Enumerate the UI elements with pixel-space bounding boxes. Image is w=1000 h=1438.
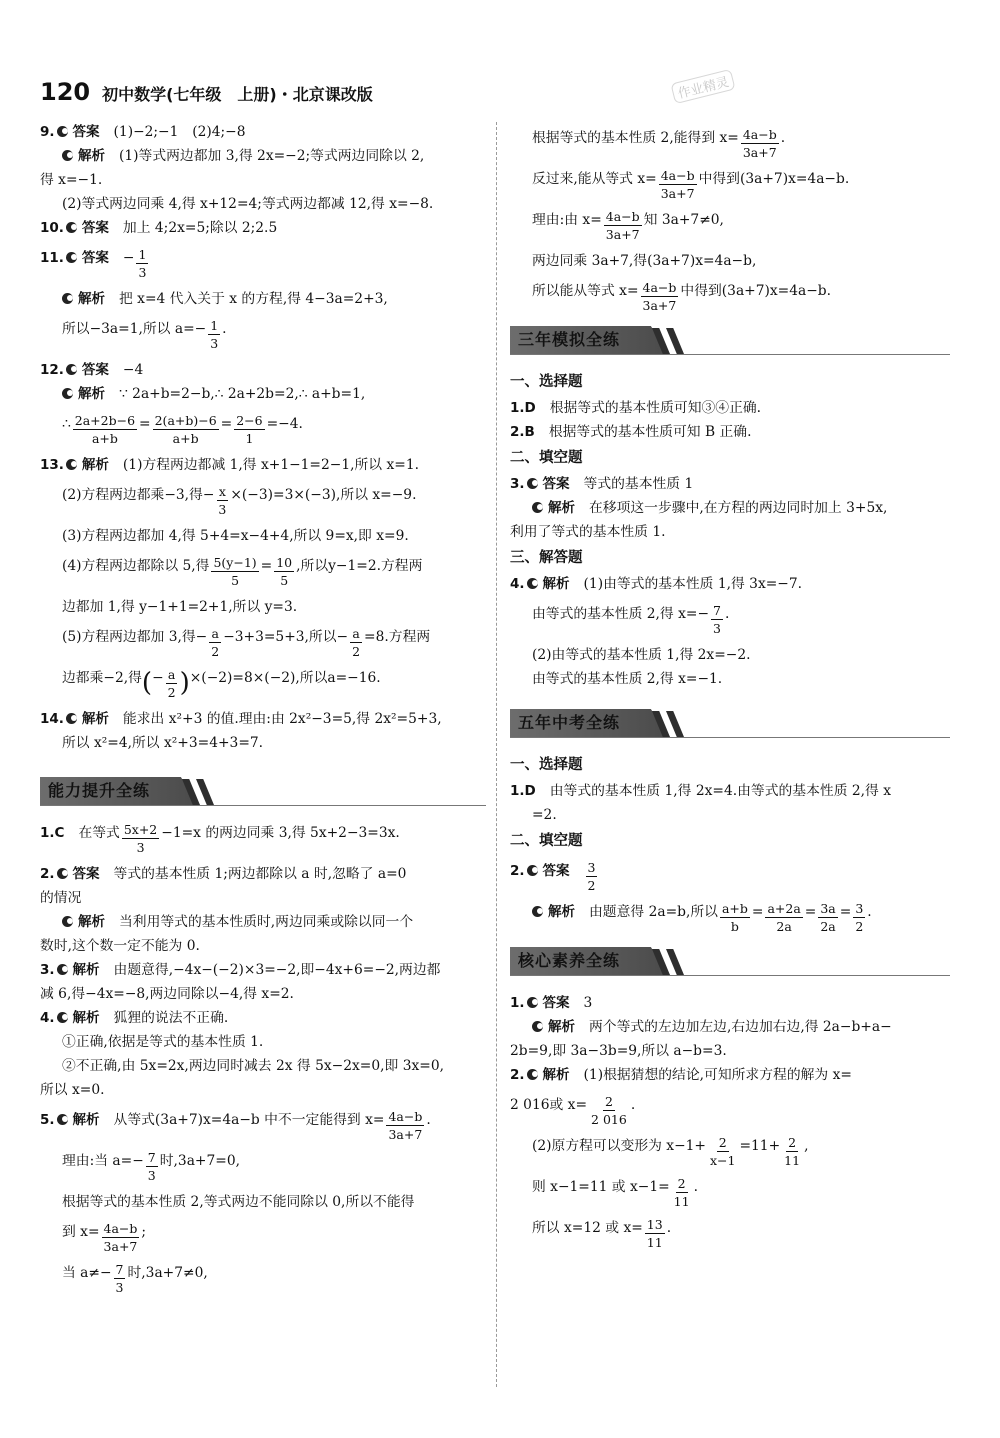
answer-icon (527, 997, 538, 1008)
fraction: $\frac{4a-b}{3a+7}$ (388, 1109, 423, 1142)
analysis-icon (57, 1114, 68, 1125)
section-header-five-year (510, 709, 950, 743)
section-title: 五年中考全练 (518, 713, 621, 732)
fraction: $\frac{1}{3}$ (138, 247, 147, 280)
left-column: 9. 答案 (1)−2;−1 (2)4;−8 解析 (1)等式两边都加 3,得 2x=−2;等式两边同除以 2, 得 x=−1. (2)等式两边同乘 4,得 x+12=4;等式两边都减 12,得 x=−8. 10. 答案 加上 4;2x=5;除以 2;2.5 11. 答案 − $\frac{1}{3}$ 解析 把 x=4 代入关于 x 的方程,得 4−3a=2+3, 所以−3a=1,所以 a=− $\frac{1}{3}$ . 12. 答案 −4 解析 ∵ 2a+b=2−b,∴ 2a+2b=2,∴ a+b=1, ∴ $\frac{2a+2b-6}{a+b}$ = $\frac{2(a+b)-6}{a+b}$ = $\frac{2-6}{1}$ =−4. 13. 解析 (1)方程两边都减 1,得 x+1−1=2−1,所以 x=1. (2)方程两边都乘−3,得− $\frac{x}{3}$ ×(−3)=3×(−3),所以 x=−9. (3)方程两边都加 4,得 5+4=x−4+4,所以 9=x,即 x=9. (4)方程两边都除以 5,得 $\frac{5(y-1)}{5}$ = $\frac{10}{5}$ ,所以y−1=2.方程两 边都加 1,得 y−1+1=2+1,所以 y=3. (5)方程两边都加 3,得− $\frac{a}{2}$ −3+3=5+3,所以− $\frac{a}{2}$ =8.方程两 边都乘−2,得 ( − $\frac{a}{2}$ ) ×(−2)=8×(−2),所以a=−16. 14. 解析 能求出 x²+3 的值.理由:由 2x²−3=5,得 2x²=5+3, 所以 x²=4,所以 x²+3=4+3=7. 能力提升全练 1.C 在等式 $\frac{5x+2}{3}$ −1=x 的两边同乘 3,得 5x+2−3=3x. 2. 答案 等式的基本性质 1;两边都除以 a 时,忽略了 a=0 的情况 解析 当利用等式的基本性质时,两边同乘或除以同一个 数时,这个数一定不能为 0. 3. 解析 由题意得,−4x−(−2)×3=−2,即−4x+6=−2,两边都 减 6,得−4x=−8,两边同除以−4,得 x=2. 4. 解析 狐狸的说法不正确. ①正确,依据是等式的基本性质 1. ②不正确,由 5x=2x,两边同时减去 2x 得 5x−2x=0,即 3x=0, 所以 x=0. 5. 解析 从等式(3a+7)x=4a−b 中不一定能得到 x= $\frac{4a-b}{3a+7}$ . 理由:当 a=− $\frac{7}{3}$ 时,3a+7=0, 根据等式的基本性质 2,等式两边不能同除以 0,所以不能得 到 x= $\frac{4a-b}{3a+7}$ ; 当 a≠− $\frac{7}{3}$ 时,3a+7≠0, (40, 120, 486, 1302)
fraction: $\frac{13}{11}$ (646, 1217, 663, 1250)
fraction: $\frac{2}{x-1}$ (709, 1135, 736, 1168)
fraction: $\frac{3a}{2a}$ (820, 901, 836, 934)
fraction: $\frac{5(y-1)}{5}$ (213, 555, 257, 588)
fraction: $\frac{3}{2}$ (855, 901, 864, 934)
fraction: $\frac{2(a+b)-6}{a+b}$ (154, 413, 217, 446)
q9-answer: 9. 答案 (1)−2;−1 (2)4;−8 (40, 120, 486, 144)
section-title: 核心素养全练 (518, 951, 621, 970)
fraction: $\frac{7}{3}$ (713, 603, 721, 636)
p2-analysis: 解析 当利用等式的基本性质时,两边同乘或除以同一个 (40, 910, 486, 934)
column-divider (496, 122, 497, 1387)
analysis-icon (66, 459, 77, 470)
fraction: $\frac{7}{3}$ (115, 1262, 124, 1295)
right-column: 根据等式的基本性质 2,能得到 x= $\frac{4a-b}{3a+7}$ . 反过来,能从等式 x= $\frac{4a-b}{3a+7}$ 中得到(3a+7)x=4a−b. 理由:由 x= $\frac{4a-b}{3a+7}$ 知 3a+7≠0, 两边同乘 3a+7,得(3a+7)x=4a−b, 所以能从等式 x= $\frac{4a-b}{3a+7}$ 中得到(3a+7)x=4a−b. 三年模拟全练 一、选择题 1.D 根据等式的基本性质可知③④正确. 2.B 根据等式的基本性质可知 B 正确. 二、填空题 3. 答案 等式的基本性质 1 解析 在移项这一步骤中,在方程的两边同时加上 3+5x, 利用了等式的基本性质 1. 三、解答题 4. 解析 (1)由等式的基本性质 1,得 3x=−7. 由等式的基本性质 2,得 x=− $\frac{7}{3}$ . (2)由等式的基本性质 1,得 2x=−2. 由等式的基本性质 2,得 x=−1. 五年中考全练 一、选择题 1.D 由等式的基本性质 1,得 2x=4.由等式的基本性质 2,得 x =2. 二、填空题 2. 答案 $\frac{3}{2}$ 解析 由题意得 2a=b,所以 $\frac{a+b}{b}$ = $\frac{a+2a}{2a}$ = $\frac{3a}{2a}$ = $\frac{3}{2}$ . 核心素养全练 1. 答案 3 解析 两个等式的左边加左边,右边加右边,得 2a−b+a− 2b=9,即 3a−3b=9,所以 a−b=3. 2. 解析 (1)根据猜想的结论,可知所求方程的解为 x= 2 016或 x= $\frac{2}{2 016}$ . (2)原方程可以变形为 x−1+ $\frac{2}{x-1}$ =11+ $\frac{2}{11}$ , 则 x−1=11 或 x−1= $\frac{2}{11}$ . 所以 x=12 或 x= $\frac{13}{11}$ . (510, 120, 950, 1257)
book-title: 初中数学(七年级 上册)・北京课改版 (102, 85, 373, 104)
analysis-icon (62, 293, 73, 304)
p4-analysis: 4. 解析 狐狸的说法不正确. (40, 1010, 229, 1026)
p3-analysis: 3. 解析 由题意得,−4x−(−2)×3=−2,即−4x+6=−2,两边都 (40, 962, 441, 978)
subsection-fill: 二、填空题 (510, 450, 583, 466)
q11-analysis: 解析 把 x=4 代入关于 x 的方程,得 4−3a=2+3, (40, 287, 486, 311)
p2-answer: 2. 答案 等式的基本性质 1;两边都除以 a 时,忽略了 a=0 (40, 866, 407, 882)
fraction: $\frac{4a-b}{3a+7}$ (742, 127, 777, 160)
page-header (40, 78, 373, 108)
answer-icon (66, 222, 77, 233)
question-number: 9. (40, 124, 55, 140)
q11-answer: 11. 答案 − $\frac{1}{3}$ (40, 247, 147, 280)
fraction: $\frac{a+2a}{2a}$ (767, 901, 801, 934)
fraction: $\frac{2}{2 016}$ (591, 1094, 627, 1127)
answer-icon (57, 126, 68, 137)
fraction: $\frac{10}{5}$ (276, 555, 293, 588)
analysis-icon (57, 1012, 68, 1023)
page-number: 120 (40, 78, 91, 106)
answer-icon (66, 364, 77, 375)
section-title: 能力提升全练 (48, 781, 151, 800)
fraction: $\frac{2}{11}$ (784, 1135, 801, 1168)
fraction: $\frac{1}{3}$ (210, 318, 219, 351)
fraction: $\frac{4a-b}{3a+7}$ (605, 209, 640, 242)
section-header-ability (40, 777, 486, 811)
subsection-solve: 三、解答题 (510, 550, 583, 566)
analysis-icon (66, 713, 77, 724)
q12-answer: 12. 答案 −4 (40, 362, 144, 378)
watermark-stamp: 作业精灵 (670, 69, 735, 104)
fraction: $\frac{a}{2}$ (211, 626, 220, 659)
q14-analysis: 14. 解析 能求出 x²+3 的值.理由:由 2x²−3=5,得 2x²=5+3, (40, 711, 442, 727)
section-header-three-year (510, 326, 950, 360)
analysis-icon (532, 502, 543, 513)
analysis-icon (527, 578, 538, 589)
fraction: $\frac{x}{3}$ (218, 484, 227, 517)
q12-analysis: 解析 ∵ 2a+b=2−b,∴ 2a+2b=2,∴ a+b=1, (40, 382, 486, 406)
answer-icon (527, 478, 538, 489)
fraction: $\frac{5x+2}{3}$ (123, 822, 158, 855)
p5-analysis: 5. 解析 从等式(3a+7)x=4a−b 中不一定能得到 x= $\frac{4a-b}{3a+7}$ . (40, 1109, 431, 1142)
fraction: $\frac{4a-b}{3a+7}$ (103, 1221, 138, 1254)
fraction: $\frac{4a-b}{3a+7}$ (642, 280, 677, 313)
fraction: $\frac{4a-b}{3a+7}$ (660, 168, 695, 201)
fraction: $\frac{2-6}{1}$ (236, 413, 263, 446)
section-header-core (510, 947, 950, 981)
q13-analysis: 13. 解析 (1)方程两边都减 1,得 x+1−1=2−1,所以 x=1. (40, 457, 419, 473)
fraction: $\frac{a}{2}$ (167, 667, 176, 700)
analysis-icon (62, 388, 73, 399)
answer-icon (57, 868, 68, 879)
fraction: $\frac{7}{3}$ (147, 1150, 156, 1183)
fraction: $\frac{2a+2b-6}{a+b}$ (74, 413, 136, 446)
subsection-choice: 一、选择题 (510, 374, 583, 390)
analysis-icon (532, 906, 543, 917)
fraction: $\frac{a}{2}$ (352, 626, 361, 659)
fraction: $\frac{a+b}{b}$ (721, 901, 748, 934)
section-title: 三年模拟全练 (518, 330, 621, 349)
answer-icon (527, 865, 538, 876)
analysis-icon (532, 1021, 543, 1032)
analysis-icon (62, 916, 73, 927)
q10-answer: 10. 答案 加上 4;2x=5;除以 2;2.5 (40, 220, 278, 236)
fraction: $\frac{2}{11}$ (673, 1176, 690, 1209)
answer-icon (66, 252, 77, 263)
analysis-icon (527, 1069, 538, 1080)
analysis-icon (62, 150, 73, 161)
analysis-icon (57, 964, 68, 975)
p1-item: 1.C 在等式 $\frac{5x+2}{3}$ −1=x 的两边同乘 3,得 5x+2−3=3x. (40, 822, 400, 855)
q9-analysis: 解析 (1)等式两边都加 3,得 2x=−2;等式两边同除以 2, (40, 144, 486, 168)
fraction: $\frac{3}{2}$ (587, 860, 596, 893)
